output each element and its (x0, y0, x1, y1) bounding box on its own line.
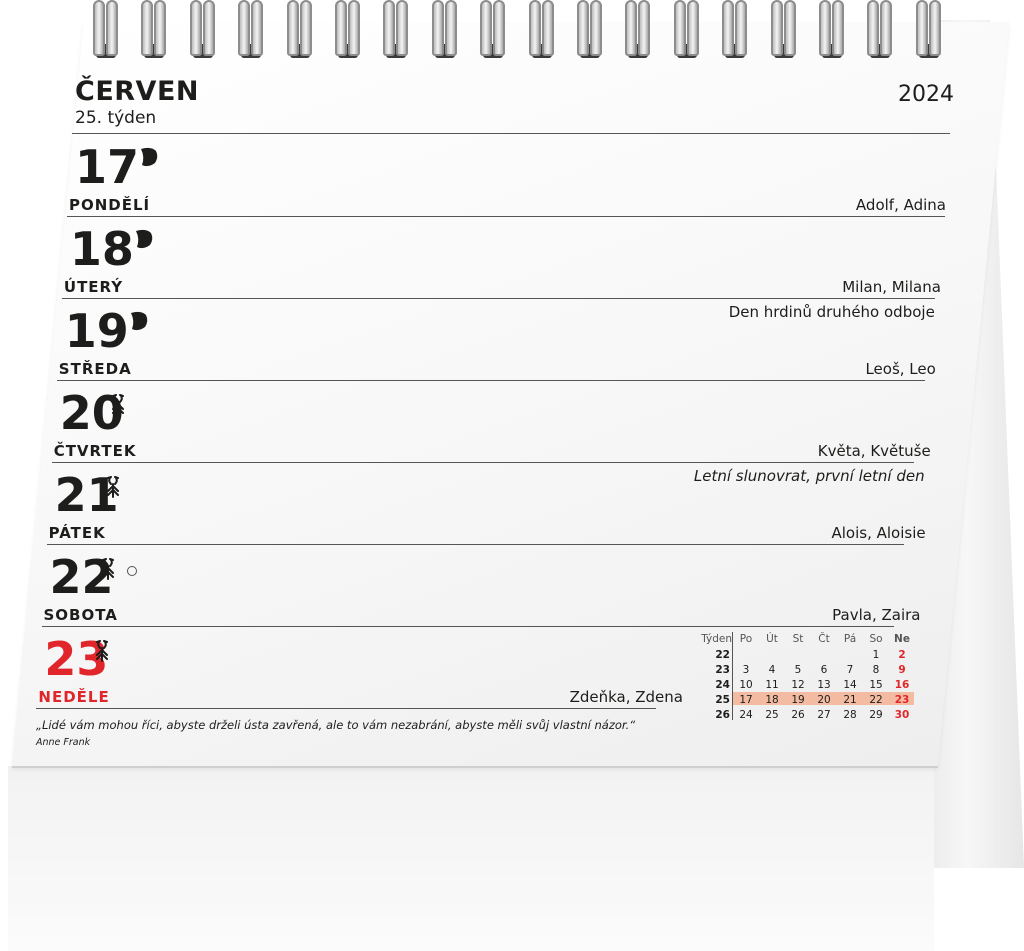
mini-day: 24 (739, 709, 753, 721)
mini-weekday-header: Čt (818, 633, 830, 645)
mini-day: 3 (742, 664, 750, 676)
day-rule (42, 626, 895, 627)
mini-week-number: 26 (715, 709, 730, 721)
spiral-ring (819, 0, 845, 58)
mini-day: 2 (898, 649, 906, 661)
mini-day: 25 (765, 709, 779, 721)
day-name: SOBOTA (43, 606, 118, 624)
mini-weekday-header: So (869, 633, 883, 645)
header-rule (72, 133, 950, 134)
spiral-ring (383, 0, 409, 58)
spiral-ring (577, 0, 603, 58)
cancer-zodiac-icon (94, 640, 110, 666)
mini-day: 28 (843, 709, 857, 721)
mini-day: 22 (869, 694, 883, 706)
spiral-ring (141, 0, 167, 58)
stand-base (8, 766, 934, 951)
day-number: 21 (54, 468, 119, 522)
mini-day: 27 (817, 709, 831, 721)
month-title: ČERVEN (75, 76, 199, 107)
mini-day: 17 (739, 694, 753, 706)
mini-day: 26 (791, 709, 805, 721)
spiral-ring (867, 0, 893, 58)
year-label: 2024 (898, 82, 954, 107)
mini-day: 21 (843, 694, 857, 706)
day-rule (36, 708, 656, 709)
spiral-ring (722, 0, 748, 58)
mini-calendar-separator (732, 632, 733, 720)
name-day: Alois, Aloisie (831, 524, 926, 542)
mini-weekday-header: Ne (894, 633, 910, 645)
day-rule (47, 544, 905, 545)
name-day: Leoš, Leo (865, 360, 936, 378)
week-label: 25. týden (75, 108, 157, 128)
mini-week-number: 22 (715, 649, 730, 661)
mini-day: 16 (894, 679, 910, 691)
waning-moon-icon (132, 228, 154, 254)
cancer-zodiac-icon (110, 394, 126, 420)
spiral-ring (335, 0, 361, 58)
day-number: 23 (44, 632, 109, 686)
mini-day: 7 (846, 664, 854, 676)
spiral-ring (93, 0, 119, 58)
holiday-label: Letní slunovrat, první letní den (693, 467, 925, 485)
name-day: Pavla, Zaira (832, 606, 921, 624)
mini-week-number: 23 (715, 664, 730, 676)
day-number: 19 (64, 304, 129, 358)
day-number: 20 (59, 386, 124, 440)
mini-week-header: Týden (701, 633, 732, 645)
mini-calendar (690, 632, 920, 722)
name-day: Milan, Milana (842, 278, 941, 296)
day-name: PONDĚLÍ (69, 196, 151, 214)
spiral-ring (674, 0, 700, 58)
day-name: PÁTEK (48, 524, 106, 542)
mini-day: 11 (765, 679, 779, 691)
cancer-zodiac-icon (105, 476, 121, 502)
mini-week-number: 24 (715, 679, 730, 691)
day-number: 22 (49, 550, 114, 604)
mini-day: 1 (872, 649, 880, 661)
cancer-zodiac-icon (100, 558, 116, 584)
mini-day: 15 (869, 679, 883, 691)
day-number: 18 (69, 222, 134, 276)
quote-author: Anne Frank (36, 737, 91, 748)
mini-day: 12 (791, 679, 805, 691)
spiral-ring (287, 0, 313, 58)
day-name: ČTVRTEK (53, 442, 137, 460)
mini-day: 18 (765, 694, 779, 706)
waning-moon-icon (127, 310, 149, 336)
mini-day: 29 (869, 709, 883, 721)
mini-day: 20 (817, 694, 831, 706)
day-rule (57, 380, 925, 381)
spiral-binding (0, 0, 1024, 70)
day-rule (62, 298, 935, 299)
name-day: Květa, Květuše (817, 442, 931, 460)
quote-text: „Lidé vám mohou říci, abyste drželi ústa zavřená, ale to vám nezabrání, abyste měli svůj vlastní názor.“ (36, 718, 636, 732)
day-name: STŘEDA (58, 360, 132, 378)
name-day: Adolf, Adina (855, 196, 946, 214)
mini-day: 10 (739, 679, 753, 691)
mini-day: 30 (894, 709, 910, 721)
mini-weekday-header: Pá (843, 633, 857, 645)
day-name: ÚTERÝ (63, 278, 124, 296)
spiral-ring (432, 0, 458, 58)
holiday-label: Den hrdinů druhého odboje (728, 303, 935, 321)
day-name: NEDĚLE (38, 688, 110, 706)
waning-moon-icon (137, 146, 159, 172)
mini-day: 19 (791, 694, 805, 706)
mini-week-number: 25 (715, 694, 730, 706)
mini-weekday-header: Po (739, 633, 753, 645)
mini-day: 23 (894, 694, 910, 706)
mini-day: 14 (843, 679, 857, 691)
spiral-ring (190, 0, 216, 58)
mini-day: 8 (872, 664, 880, 676)
mini-day: 9 (898, 664, 906, 676)
mini-day: 5 (794, 664, 802, 676)
spiral-ring (480, 0, 506, 58)
day-rule (67, 216, 945, 217)
day-rule (52, 462, 915, 463)
mini-weekday-header: Út (766, 633, 778, 645)
mini-weekday-header: St (792, 633, 804, 645)
spiral-ring (916, 0, 942, 58)
mini-day: 13 (817, 679, 831, 691)
spiral-ring (529, 0, 555, 58)
name-day: Zdeňka, Zdena (569, 688, 683, 706)
spiral-ring (771, 0, 797, 58)
mini-day: 4 (768, 664, 776, 676)
full-moon-icon (126, 562, 138, 581)
spiral-ring (625, 0, 651, 58)
day-number: 17 (75, 140, 140, 194)
mini-day: 6 (820, 664, 828, 676)
spiral-ring (238, 0, 264, 58)
